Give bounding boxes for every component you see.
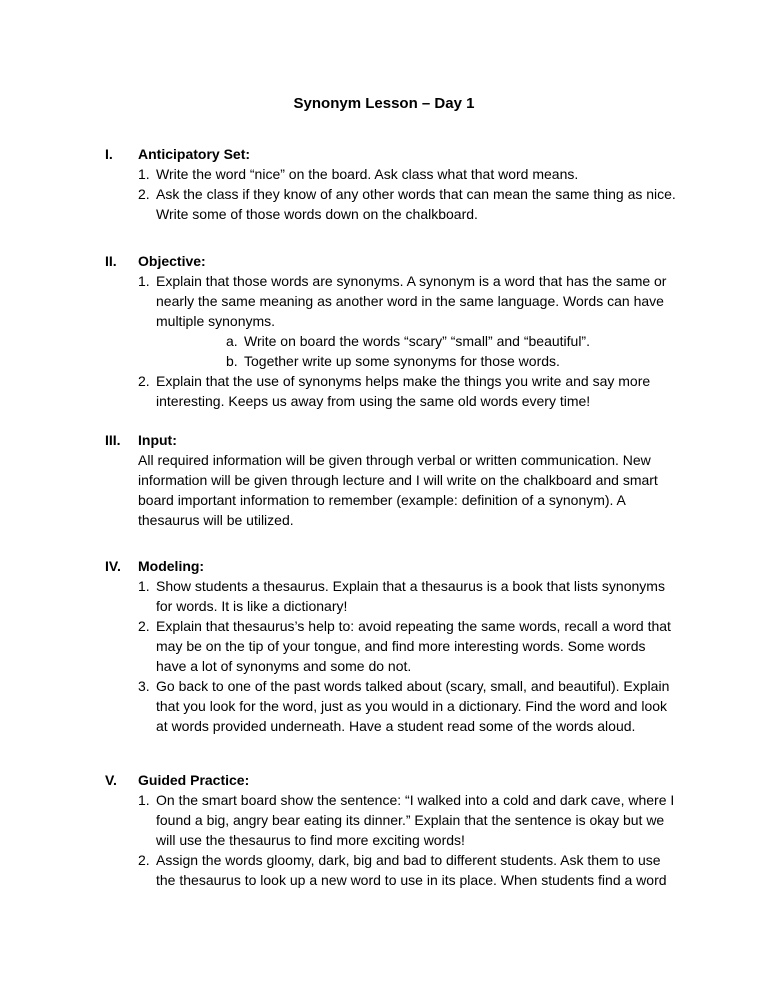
section-heading: Modeling: — [138, 558, 205, 574]
list-item: 2. Explain that the use of synonyms helps make the things you write and say more interesting. Keeps us away from using the same old words every time! — [138, 373, 651, 409]
sub-list-item: a. Write on board the words “scary” “small” and “beautiful”. — [226, 333, 590, 349]
section-numeral: V. — [105, 772, 117, 788]
list-item: 1. Write the word “nice” on the board. Ask class what that word means. — [138, 166, 579, 182]
section-numeral: IV. — [105, 558, 121, 574]
list-item: 2. Explain that thesaurus’s help to: avoid repeating the same words, recall a word that may be on the tip of your tongue, and find more interesting words. Some words have a lot of synonyms and some do not. — [138, 618, 671, 674]
section-numeral: I. — [105, 146, 113, 162]
section-paragraph: All required information will be given through verbal or written communication. New information will be given through lecture and I will write on the chalkboard and smart board important information to remember (example: definition of a synonym). A thesaurus will be utilized. — [138, 452, 658, 528]
section-heading: Anticipatory Set: — [138, 146, 251, 162]
list-item: 1. Show students a thesaurus. Explain that a thesaurus is a book that lists synonyms for words. It is like a dictionary! — [138, 578, 665, 614]
section-numeral: II. — [105, 253, 117, 269]
list-item: 2. Assign the words gloomy, dark, big and bad to different students. Ask them to use the thesaurus to look up a new word to use in its place. When students find a word — [138, 852, 667, 888]
list-item: 1. Explain that those words are synonyms. A synonym is a word that has the same or nearly the same meaning as another word in the same language. Words can have multiple synonyms. — [138, 273, 667, 329]
section-heading: Objective: — [138, 253, 206, 269]
list-item: 2. Ask the class if they know of any other words that can mean the same thing as nice. Write some of those words down on the chalkboard. — [138, 186, 676, 222]
page-title: Synonym Lesson – Day 1 — [293, 95, 475, 112]
section-heading: Guided Practice: — [138, 772, 250, 788]
sub-list-item: b. Together write up some synonyms for those words. — [226, 353, 560, 369]
section-heading: Input: — [138, 432, 177, 448]
list-item: 1. On the smart board show the sentence: “I walked into a cold and dark cave, where I found a big, angry bear eating its dinner.” Explain that the sentence is okay but we will use the thesaurus to find more exciting words! — [138, 792, 675, 848]
list-item: 3. Go back to one of the past words talked about (scary, small, and beautiful). Explain that you look for the word, just as you would in a dictionary. Find the word and look at words provided underneath. Have a student read some of the words aloud. — [138, 678, 670, 734]
section-numeral: III. — [105, 432, 121, 448]
